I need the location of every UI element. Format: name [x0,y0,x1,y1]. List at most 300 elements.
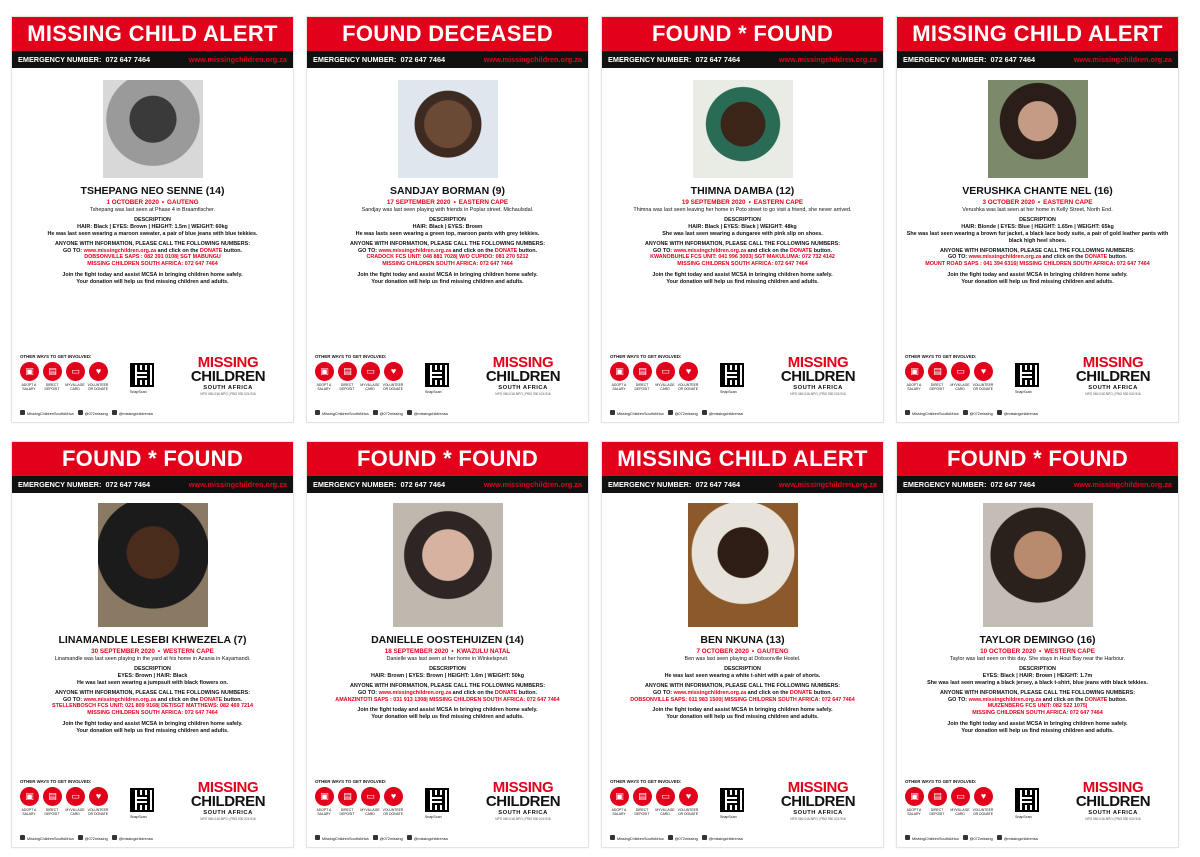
deposit-icon[interactable]: ▤ [928,362,947,381]
twitter-link[interactable] [963,410,993,416]
goto-mid: and click on the [746,689,790,696]
place-text: KWAZULU NATAL [456,648,511,655]
icon-label: DIRECT DEPOSIT [634,383,650,391]
goto-mid: and click on the [1041,254,1085,261]
qr-code-icon[interactable] [425,363,449,387]
date-location: 7 OCTOBER 2020 • GAUTENG [696,648,789,655]
contact-line-2: MISSING CHILDREN SOUTH AFRICA: 072 647 7464 [87,710,218,717]
involvement-icons [315,787,403,806]
date-text: 10 OCTOBER 2020 [980,648,1036,655]
salary-icon[interactable]: ▣ [905,787,924,806]
clothing-text: He was last seen wearing a white t-shirt with a pair of shorts. [664,672,821,679]
facebook-link[interactable] [20,410,74,416]
involvement-icons [905,787,993,806]
instagram-link[interactable] [997,410,1038,416]
join-line-2: Your donation will help us find missing children and adults. [666,279,819,286]
logo-children: CHILDREN [485,368,561,385]
deposit-icon[interactable]: ▤ [633,787,652,806]
emergency-number: 072 647 7464 [990,55,1036,64]
goto-suffix: button. [1107,696,1128,703]
card-icon[interactable]: ▭ [361,362,380,381]
twitter-handle: @072missing [674,837,698,841]
qr-code-icon[interactable] [1015,788,1039,812]
emergency-bar [602,51,883,68]
poster-banner: MISSING CHILD ALERT [602,442,883,476]
poster-footer [608,779,877,841]
twitter-handle: @072missing [379,412,403,416]
contact-line-2: MISSING CHILDREN SOUTH AFRICA: 072 647 7464 [87,261,218,268]
logo-missing: MISSING [1082,779,1144,796]
icon-label: VOLUNTEER OR DONATE [87,808,109,816]
salary-icon[interactable]: ▣ [315,362,334,381]
emergency-number: 072 647 7464 [695,55,741,64]
facebook-handle: MissingChildrenSouthAfrica [912,412,959,416]
goto-prefix: GO TO: [947,696,969,703]
join-line-2: Your donation will help us find missing children and adults. [76,279,229,286]
clothing-text: He was last seen wearing a jumpsuit with black flowers on. [77,679,228,686]
salary-icon[interactable]: ▣ [20,787,39,806]
emergency-bar [12,51,293,68]
child-photo [693,80,793,178]
emergency-number: 072 647 7464 [695,480,741,489]
goto-link[interactable]: www.missingchildren.org.za [673,247,747,254]
salary-icon[interactable]: ▣ [20,362,39,381]
missing-child-poster [601,441,884,848]
logo-south-africa: SOUTH AFRICA [498,385,548,391]
child-photo [98,503,208,627]
salary-icon[interactable]: ▣ [905,362,924,381]
goto-link[interactable]: www.missingchildren.org.za [378,689,452,696]
instagram-link[interactable] [702,410,743,416]
logo-children: CHILDREN [1075,368,1151,385]
poster-banner: FOUND * FOUND [307,442,588,476]
logo-south-africa: SOUTH AFRICA [1088,810,1138,816]
last-seen-text: Ben was last seen playing at Dobsonville Hostel. [684,656,801,662]
logo-south-africa: SOUTH AFRICA [203,385,253,391]
contact-heading: ANYONE WITH INFORMATION, PLEASE CALL THE FOLLOWING NUMBERS: [939,689,1136,696]
child-name: TSHEPANG NEO SENNE (14) [80,185,225,197]
donate-word: DONATE [789,689,813,696]
join-line-1: Join the fight today and assist MCSA in bringing children home safely. [947,721,1128,728]
emergency-number: 072 647 7464 [105,55,151,64]
icon-label: MYVILLAGE CARD [360,383,380,391]
mcsa-logo [173,356,283,396]
donate-word: DONATE [1084,254,1108,261]
twitter-link[interactable] [78,835,108,841]
deposit-icon[interactable]: ▤ [338,362,357,381]
card-icon[interactable]: ▭ [66,362,85,381]
goto-mid: and click on the [1041,696,1085,703]
emergency-bar [602,476,883,493]
donate-goto [602,248,883,255]
snapscan-label: SnapScan [130,390,147,394]
contact-line-1: MUIZENBERG FCS UNIT: 082 522 1075| [987,703,1088,710]
logo-npo: NPO 060-016-NPO | PBO 930 024 916 [1085,817,1141,821]
join-line-2: Your donation will help us find missing children and adults. [666,714,819,721]
last-seen-text: Linamandle was last seen playing in the yard at his home in Azania in Kayamandi. [54,656,251,662]
heart-icon[interactable]: ♥ [974,362,993,381]
twitter-link[interactable] [963,835,993,841]
join-line-1: Join the fight today and assist MCSA in bringing children home safely. [62,721,243,728]
icon-label: VOLUNTEER OR DONATE [972,383,994,391]
features-text: EYES: Brown | HAIR: Black [117,672,188,679]
donate-word: DONATE [199,696,223,703]
place-text: EASTERN CAPE [458,199,509,206]
logo-children: CHILDREN [190,368,266,385]
website-link[interactable]: www.missingchildren.org.za [483,55,582,64]
twitter-link[interactable] [78,410,108,416]
icon-label: VOLUNTEER OR DONATE [677,383,699,391]
facebook-icon [905,835,910,840]
twitter-handle: @072missing [674,412,698,416]
instagram-link[interactable] [112,410,153,416]
instagram-link[interactable] [407,410,448,416]
snapscan-label: SnapScan [130,815,147,819]
child-photo [988,80,1088,178]
snapscan-label: SnapScan [720,390,737,394]
facebook-handle: MissingChildrenSouthAfrica [322,412,369,416]
twitter-link[interactable] [668,410,698,416]
facebook-icon [20,835,25,840]
child-name: TAYLOR DEMINGO (16) [979,634,1096,646]
card-icon[interactable]: ▭ [951,362,970,381]
deposit-icon[interactable]: ▤ [338,787,357,806]
poster-banner: FOUND * FOUND [602,17,883,51]
qr-code-icon[interactable] [720,788,744,812]
card-icon[interactable]: ▭ [656,787,675,806]
poster-footer [608,354,877,416]
card-icon[interactable]: ▭ [66,787,85,806]
poster-footer [903,779,1172,841]
heart-icon[interactable]: ♥ [384,787,403,806]
icon-label: DIRECT DEPOSIT [339,808,355,816]
donate-goto [307,248,588,255]
salary-icon[interactable]: ▣ [610,787,629,806]
website-link[interactable]: www.missingchildren.org.za [1073,480,1172,489]
heart-icon[interactable]: ♥ [679,787,698,806]
icon-label: VOLUNTEER OR DONATE [382,383,404,391]
twitter-link[interactable] [668,835,698,841]
contact-line-1: CRADOCK FCS UNIT: 048 881 7028| W/O CUPIDO: 081 270 5212 [366,254,529,261]
qr-code-icon[interactable] [720,363,744,387]
salary-icon[interactable]: ▣ [315,787,334,806]
instagram-icon [702,835,707,840]
place-text: WESTERN CAPE [163,648,214,655]
poster-footer [18,779,287,841]
last-seen-text: Sandjay was last seen playing with friends in Poplar street. Michaulsdal. [361,207,534,213]
join-line-1: Join the fight today and assist MCSA in bringing children home safely. [652,707,833,714]
clothing-text: She was last seen wearing a black jersey, a black t-shirt, blue jeans with black tekkies. [927,679,1148,686]
poster-banner: MISSING CHILD ALERT [897,17,1178,51]
logo-missing: MISSING [197,779,259,796]
logo-children: CHILDREN [780,368,856,385]
logo-missing: MISSING [1082,354,1144,371]
goto-mid: and click on the [451,247,495,254]
logo-south-africa: SOUTH AFRICA [203,810,253,816]
child-name: BEN NKUNA (13) [700,634,785,646]
donate-goto [602,690,883,697]
join-line-2: Your donation will help us find missing children and adults. [371,279,524,286]
clothing-text: He was last seen wearing a maroon sweater, a pair of blue jeans with blue tekkies. [47,230,258,237]
facebook-link[interactable] [905,835,959,841]
facebook-icon [315,835,320,840]
twitter-link[interactable] [373,410,403,416]
website-link[interactable]: www.missingchildren.org.za [188,55,287,64]
facebook-link[interactable] [20,835,74,841]
emergency-bar [307,476,588,493]
logo-npo: NPO 060-016-NPO | PBO 930 024 916 [495,817,551,821]
snapscan-label: SnapScan [720,815,737,819]
icon-label: MYVILLAGE CARD [950,808,970,816]
instagram-handle: @missingchildrensa [118,837,153,841]
description-heading: DESCRIPTION [724,216,761,223]
date-text: 19 SEPTEMBER 2020 [681,199,746,206]
social-links [905,835,1038,841]
involvement-labels [313,383,404,391]
logo-children: CHILDREN [780,793,856,810]
icon-label: VOLUNTEER OR DONATE [677,808,699,816]
involvement-labels [313,808,404,816]
icon-label: DIRECT DEPOSIT [634,808,650,816]
mcsa-logo [763,356,873,396]
goto-link[interactable]: www.missingchildren.org.za [673,689,747,696]
heart-icon[interactable]: ♥ [384,362,403,381]
features-text: HAIR: Blonde | EYES: Blue | HEIGHT: 1.65m | WEIGHT: 65kg [961,223,1114,230]
other-ways-label: OTHER WAYS TO GET INVOLVED: [610,779,682,784]
icon-label: VOLUNTEER OR DONATE [87,383,109,391]
instagram-handle: @missingchildrensa [1003,837,1038,841]
date-location: 19 SEPTEMBER 2020 • EASTERN CAPE [681,199,804,206]
description-heading: DESCRIPTION [134,216,171,223]
qr-code-icon[interactable] [425,788,449,812]
involvement-labels [903,808,994,816]
icon-label: DIRECT DEPOSIT [929,383,945,391]
poster-banner: FOUND DECEASED [307,17,588,51]
logo-children: CHILDREN [190,793,266,810]
description-heading: DESCRIPTION [1019,216,1056,223]
qr-code-icon[interactable] [130,788,154,812]
snapscan-label: SnapScan [1015,815,1032,819]
goto-link[interactable]: www.missingchildren.org.za [968,254,1042,261]
website-link[interactable]: www.missingchildren.org.za [483,480,582,489]
qr-code-icon[interactable] [1015,363,1039,387]
card-icon[interactable]: ▭ [656,362,675,381]
facebook-link[interactable] [905,410,959,416]
involvement-icons [20,362,108,381]
facebook-link[interactable] [315,410,369,416]
facebook-handle: MissingChildrenSouthAfrica [912,837,959,841]
description-heading: DESCRIPTION [429,216,466,223]
last-seen-text: Thimna was last seen leaving her home in Poto street to go visit a friend, she never arrived. [633,207,852,213]
goto-prefix: GO TO: [62,696,84,703]
instagram-handle: @missingchildrensa [1003,412,1038,416]
deposit-icon[interactable]: ▤ [43,362,62,381]
twitter-link[interactable] [373,835,403,841]
missing-child-poster [896,16,1179,423]
deposit-icon[interactable]: ▤ [633,362,652,381]
twitter-handle: @072missing [84,412,108,416]
last-seen-text: Taylor was last seen on this day. She stays in Hout Bay near the Harbour. [949,656,1126,662]
snapscan-label: SnapScan [1015,390,1032,394]
contact-heading: ANYONE WITH INFORMATION, PLEASE CALL THE FOLLOWING NUMBERS: [644,682,841,689]
icon-label: ADOPT A SALARY [21,808,37,816]
website-link[interactable]: www.missingchildren.org.za [778,480,877,489]
logo-npo: NPO 060-016-NPO | PBO 930 024 916 [495,392,551,396]
contact-line-1: AMANZINTOTI SAPS : 031 913 1308| MISSING CHILDREN SOUTH AFRICA: 072 647 7464 [335,696,560,703]
date-location: 30 SEPTEMBER 2020 • WESTERN CAPE [91,648,214,655]
deposit-icon[interactable]: ▤ [928,787,947,806]
instagram-link[interactable] [112,835,153,841]
child-name: DANIELLE OOSTEHUIZEN (14) [371,634,524,646]
date-text: 1 OCTOBER 2020 [106,199,159,206]
goto-prefix: GO TO: [62,247,84,254]
join-line-2: Your donation will help us find missing children and adults. [961,279,1114,286]
card-icon[interactable]: ▭ [951,787,970,806]
last-seen-text: Tshepang was last seen at Phase 4 in Braamfischer. [90,207,215,213]
involvement-icons [20,787,108,806]
date-location: 18 SEPTEMBER 2020 • KWAZULU NATAL [384,648,511,655]
heart-icon[interactable]: ♥ [89,787,108,806]
instagram-handle: @missingchildrensa [708,837,743,841]
goto-suffix: button. [222,247,243,254]
instagram-icon [112,835,117,840]
facebook-handle: MissingChildrenSouthAfrica [322,837,369,841]
child-photo [398,80,498,178]
logo-south-africa: SOUTH AFRICA [498,810,548,816]
involvement-icons [610,787,698,806]
involvement-icons [905,362,993,381]
date-text: 30 SEPTEMBER 2020 [91,648,155,655]
logo-missing: MISSING [787,354,849,371]
other-ways-label: OTHER WAYS TO GET INVOLVED: [905,779,977,784]
mcsa-logo [468,781,578,821]
facebook-handle: MissingChildrenSouthAfrica [27,837,74,841]
heart-icon[interactable]: ♥ [89,362,108,381]
involvement-icons [610,362,698,381]
emergency-label: EMERGENCY NUMBER: [903,55,987,64]
instagram-link[interactable] [997,835,1038,841]
goto-mid: and click on the [746,247,790,254]
twitter-handle: @072missing [969,412,993,416]
facebook-link[interactable] [610,410,664,416]
card-icon[interactable]: ▭ [361,787,380,806]
icon-label: ADOPT A SALARY [316,383,332,391]
icon-label: ADOPT A SALARY [906,808,922,816]
child-name: SANDJAY BORMAN (9) [390,185,505,197]
twitter-handle: @072missing [84,837,108,841]
donate-goto [307,690,588,697]
instagram-icon [407,835,412,840]
goto-suffix: button. [812,689,833,696]
icon-label: DIRECT DEPOSIT [339,383,355,391]
donate-goto [897,254,1178,261]
goto-prefix: GO TO: [947,254,969,261]
website-link[interactable]: www.missingchildren.org.za [1073,55,1172,64]
missing-child-poster [11,441,294,848]
date-location: 1 OCTOBER 2020 • GAUTENG [106,199,199,206]
place-text: EASTERN CAPE [1043,199,1093,206]
poster-footer [313,779,582,841]
goto-link[interactable]: www.missingchildren.org.za [968,696,1042,703]
mcsa-logo [1058,781,1168,821]
goto-link[interactable]: www.missingchildren.org.za [83,696,157,703]
mcsa-logo [173,781,283,821]
emergency-number: 072 647 7464 [400,480,446,489]
missing-child-poster [896,441,1179,848]
deposit-icon[interactable]: ▤ [43,787,62,806]
icon-label: MYVILLAGE CARD [655,808,675,816]
contact-heading: ANYONE WITH INFORMATION, PLEASE CALL THE FOLLOWING NUMBERS: [644,240,841,247]
features-text: HAIR: Brown | EYES: Brown | HEIGHT: 1.6m | WEIGHT: 50kg [370,672,525,679]
instagram-icon [112,410,117,415]
goto-link[interactable]: www.missingchildren.org.za [378,247,452,254]
icon-label: ADOPT A SALARY [21,383,37,391]
icon-label: VOLUNTEER OR DONATE [382,808,404,816]
logo-missing: MISSING [197,354,259,371]
salary-icon[interactable]: ▣ [610,362,629,381]
instagram-link[interactable] [407,835,448,841]
heart-icon[interactable]: ♥ [679,362,698,381]
join-line-1: Join the fight today and assist MCSA in bringing children home safely. [357,707,538,714]
icon-label: ADOPT A SALARY [611,383,627,391]
poster-banner: FOUND * FOUND [12,442,293,476]
snapscan-label: SnapScan [425,815,442,819]
logo-missing: MISSING [787,779,849,796]
heart-icon[interactable]: ♥ [974,787,993,806]
icon-label: MYVILLAGE CARD [655,383,675,391]
donate-word: DONATE [494,689,518,696]
icon-label: ADOPT A SALARY [316,808,332,816]
instagram-link[interactable] [702,835,743,841]
place-text: GAUTENG [167,199,199,206]
poster-footer [313,354,582,416]
social-links [20,410,153,416]
goto-prefix: GO TO: [652,247,674,254]
goto-link[interactable]: www.missingchildren.org.za [83,247,157,254]
facebook-icon [610,835,615,840]
emergency-number: 072 647 7464 [990,480,1036,489]
join-line-1: Join the fight today and assist MCSA in bringing children home safely. [357,272,538,279]
twitter-icon [963,835,968,840]
icon-label: DIRECT DEPOSIT [929,808,945,816]
place-text: EASTERN CAPE [753,199,804,206]
features-text: HAIR: Black | EYES: Black | WEIGHT: 48kg [688,223,797,230]
place-text: WESTERN CAPE [1044,648,1095,655]
emergency-number: 072 647 7464 [400,55,446,64]
qr-code-icon[interactable] [130,363,154,387]
website-link[interactable]: www.missingchildren.org.za [188,480,287,489]
website-link[interactable]: www.missingchildren.org.za [778,55,877,64]
involvement-labels [18,383,109,391]
goto-prefix: GO TO: [357,689,379,696]
missing-child-poster [11,16,294,423]
facebook-icon [315,410,320,415]
place-text: GAUTENG [757,648,789,655]
twitter-icon [668,835,673,840]
poster-footer [903,354,1172,416]
join-line-1: Join the fight today and assist MCSA in bringing children home safely. [62,272,243,279]
icon-label: ADOPT A SALARY [611,808,627,816]
facebook-link[interactable] [315,835,369,841]
last-seen-text: Danielle was last seen at her home in Winkelspruit. [386,656,509,662]
involvement-icons [315,362,403,381]
logo-south-africa: SOUTH AFRICA [793,385,843,391]
description-heading: DESCRIPTION [429,665,466,672]
icon-label: MYVILLAGE CARD [950,383,970,391]
facebook-link[interactable] [610,835,664,841]
child-photo [688,503,798,627]
involvement-labels [608,383,699,391]
